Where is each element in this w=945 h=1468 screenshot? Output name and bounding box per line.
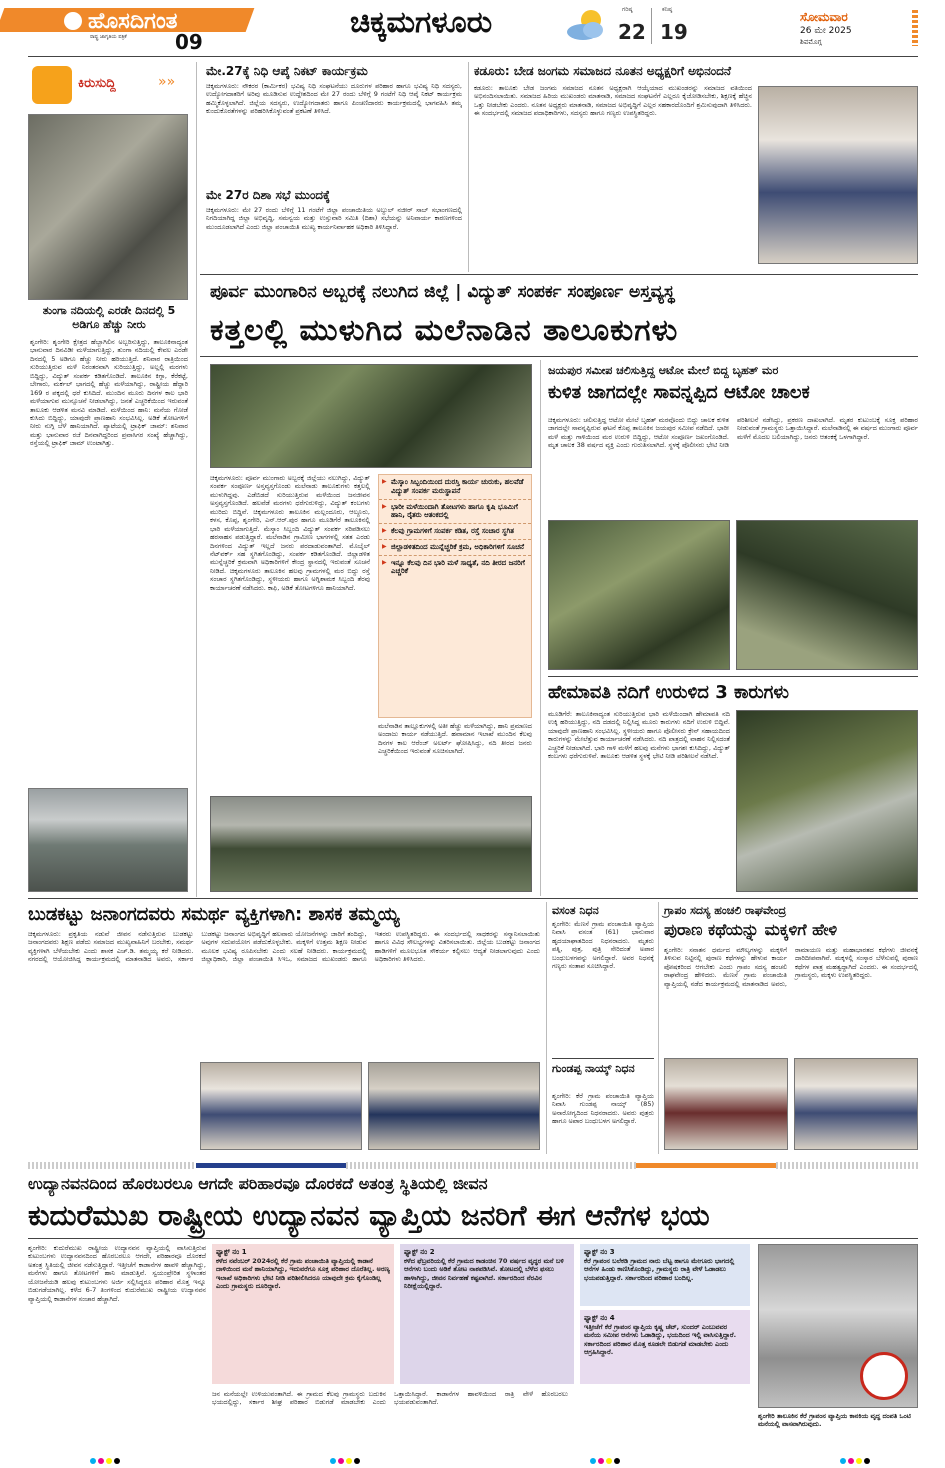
raghavendra-event-photo-2: [794, 1058, 918, 1150]
fact-text: ಕಳೆದ ನವೆಂಬರ್ 2024ರಲ್ಲಿ ಕೆರೆ ಗ್ರಾಮ ಪಂಚಾಯಿತಿ ವ್ಯಾಪ್ತಿಯಲ್ಲಿ ಕಾಡಾನೆ ದಾಳಿಯಿಂದ ಮನೆ ಹಾನಿಯಾಗಿದ್ದು, ಇದುವರೆಗೂ ಸೂಕ್ತ ಪರಿಹಾರ ದೊರೆತಿಲ್ಲ. ಅರಣ್ಯ ಇಲಾಖೆ ಅಧಿಕಾರಿಗಳು ಭೇಟಿ ನೀಡಿ ಪರಿಶೀಲಿಸಿದರೂ ಯಾವುದೇ ಕ್ರಮ ಕೈಗೊಂಡಿಲ್ಲ ಎಂದು ಗ್ರಾಮಸ್ಥರು ದೂರಿದ್ದಾರೆ.: [216, 1256, 390, 1291]
story-headline: ಪುರಾಣ ಕಥೆಯನ್ನು ಮಕ್ಕಳಿಗೆ ಹೇಳಿ: [664, 920, 838, 939]
weather-cloud-sun-icon: [563, 6, 611, 44]
edition-name: ಶಿವಮೊಗ್ಗ: [800, 38, 822, 46]
edition-city: ಚಿಕ್ಕಮಗಳೂರು: [350, 5, 493, 40]
print-registration-marks: [590, 1458, 622, 1467]
obituary-headline: ಗುಂಡಪ್ಪ ನಾಯ್ಕ್ ನಿಧನ: [552, 1062, 635, 1075]
story-kicker: ಗ್ರಾಪಂ ಸದಸ್ಯ ಹಂಚಲಿ ರಾಘವೇಂದ್ರ: [664, 904, 787, 917]
kirusuddi-section: ಕಿರುಸುದ್ದಿ »» ತುಂಗಾ ನದಿಯಲ್ಲಿ ಎರಡೇ ದಿನದಲ್ಲಿ 5 ಅಡಿಗೂ ಹೆಚ್ಚು ನೀರು ಶೃಂಗೇರಿ: ಶೃಂಗೇರಿ ಕ್ಷೇತ್ರದ ಹೆಬ್ಬಾಗಿಲಿನ ಅಬ್ಬರಿಸುತ್ತಿದ್ದು, ತಾಲೂಕಿನಾದ್ಯಂತ ಭಾನುವಾರ ದಿನವಿಡೀ ಮಳೆಯಾಗುತ್ತಿದ್ದು, ತುಂಗಾ ನದಿಯಲ್ಲಿ ಕೇವಲ ಎರಡೇ ದಿನದಲ್ಲಿ 5 ಅಡಿಗೂ ಹೆಚ್ಚು ನೀರು ಹರಿಯುತ್ತಿದೆ. ಶನಿವಾರ ರಾತ್ರಿಯಿಂದ ಸುರಿಯುತ್ತಿರುವ ಮಳೆ ನಿರಂತರವಾಗಿ ಸುರಿಯುತ್ತಿದ್ದು, ಅಲ್ಲಲ್ಲಿ ಮರಗಳು ಬಿದ್ದಿದ್ದು, ವಿದ್ಯುತ್ ಸಂಪರ್ಕ ಕಡಿತಗೊಂಡಿದೆ. ತಾಲೂಕಿನ ಕಿಗ್ಗಾ, ಕೆರೆಕಟ್ಟೆ, ಬೇಗಾರು, ಮರ್ಕಲ್ ಭಾಗದಲ್ಲಿ ಹೆಚ್ಚು ಮಳೆಯಾಗಿದ್ದು, ರಾಷ್ಟ್ರೀಯ ಹೆದ್ದಾರಿ 169 ರ ಪಕ್ಕದಲ್ಲಿ ಧರೆ ಕುಸಿದಿದೆ. ಮುಂದಿನ ಮೂರು ದಿನಗಳ ಕಾಲ ಭಾರಿ ಮಳೆಯಾಗುವ ಮುನ್ಸೂಚನೆ ನೀಡಲಾಗಿದ್ದು, ಜನತೆ ಎಚ್ಚರಿಕೆಯಿಂದ ಇರುವಂತೆ ತಾಲೂಕು ಆಡಳಿತ ಮನವಿ ಮಾಡಿದೆ. ಮಳೆಯಿಂದ ಹಾನಿ: ಮನೆಯ ಗೋಡೆ ಕುಸಿದು ಬಿದ್ದಿದ್ದು, ಯಾವುದೇ ಪ್ರಾಣಹಾನಿ ಸಂಭವಿಸಿಲ್ಲ. ಅಡಿಕೆ ತೋಟಗಳಿಗೆ ನೀರು ನುಗ್ಗಿ ಬೆಳೆ ಹಾನಿಯಾಗಿದೆ. ಪ್ಯಾಟೆಯಲ್ಲಿ ಟ್ರಾಫಿಕ್ ಜಾಮ್: ಶನಿವಾರ ಮತ್ತು ಭಾನುವಾರ ರಜೆ ದಿನವಾಗಿದ್ದರಿಂದ ಪ್ರವಾಸಿಗರ ಸಂಖ್ಯೆ ಹೆಚ್ಚಾಗಿದ್ದು, ರಸ್ತೆಯಲ್ಲಿ ಟ್ರಾಫಿಕ್ ಜಾಮ್ ಉಂಟಾಗಿತ್ತು.: [28, 62, 188, 897]
issue-date: 26 ಮೇ 2025: [800, 26, 852, 36]
print-registration-marks: [840, 1458, 872, 1467]
story-auto: [548, 360, 918, 672]
story-headline: ಕಡೂರು: ಬೇಡ ಜಂಗಮ ಸಮಾಜದ ನೂತನ ಅಧ್ಯಕ್ಷರಿಗೆ ಅಭಿನಂದನೆ: [474, 64, 731, 78]
raghavendra-event-photo-1: [664, 1058, 788, 1150]
story-hemavathi: [548, 680, 918, 894]
obituary-headline: ವಸಂತ ನಿಧನ: [552, 904, 599, 917]
fact-text: ಕಳೆದ ಫೆಬ್ರವರಿಯಲ್ಲಿ ಕೆರೆ ಗ್ರಾಮದ ಕಾಡಂಚಿನ 70 ವರ್ಷದ ವೃದ್ಧರ ಮನೆ ಬಳಿ ಆನೆಗಳು ಬಂದು ಅಡಿಕೆ ತೋಟ ನಾಶಪಡಿಸಿವೆ. ತೋಟದಲ್ಲಿ ಬೆಳೆದ ಫಸಲು ಹಾಳಾಗಿದ್ದು, ಜೀವನ ನಿರ್ವಹಣೆ ಕಷ್ಟವಾಗಿದೆ. ಸರ್ಕಾರದಿಂದ ನೆರವಿನ ನಿರೀಕ್ಷೆಯಲ್ಲಿದ್ದಾರೆ.: [404, 1256, 564, 1291]
fact-label: ಫ್ಯಾಕ್ಟ್ ನಂ 1: [216, 1248, 247, 1256]
story-tribal: [28, 902, 540, 1154]
tribal-event-photo-2: [368, 1062, 540, 1150]
crushed-auto-photo: [548, 520, 730, 670]
temp-min: 19: [660, 20, 688, 44]
fact-label: ಫ್ಯಾಕ್ಟ್ ನಂ 3: [584, 1248, 615, 1256]
felicitation-photo: [758, 86, 918, 264]
fact-label: ಫ್ಯಾಕ್ಟ್ ನಂ 2: [404, 1248, 435, 1256]
divider-blue-bar: [196, 1163, 346, 1168]
obituary-gundappa: [552, 1062, 654, 1154]
story-nidhi: [206, 62, 462, 184]
highlight-item: ▶ ಮೆಸ್ಕಾಂ ಸಿಬ್ಬಂದಿಯಿಂದ ದುರಸ್ತಿ ಕಾರ್ಯ ಚುರುಕು, ಹಲವೆಡೆ ವಿದ್ಯುತ್ ಸಂಪರ್ಕ ಮರುಸ್ಥಾಪನೆ: [379, 475, 531, 500]
masthead-divider: [28, 56, 918, 57]
crushed-auto-closeup-photo: [736, 520, 918, 670]
masthead: [0, 0, 945, 52]
river-photo: [28, 788, 188, 892]
obituary-body: ಶೃಂಗೇರಿ: ಕೆರೆ ಗ್ರಾಮ ಪಂಚಾಯಿತಿ ವ್ಯಾಪ್ತಿಯ ನಿವಾಸಿ ಗುಂಡಪ್ಪ ನಾಯ್ಕ್ (85) ಅನಾರೋಗ್ಯದಿಂದ ನಿಧನರಾದರು. ಅವರು ಪುತ್ರರು ಹಾಗೂ ಅಪಾರ ಬಂಧುಬಳಗ ಅಗಲಿದ್ದಾರೆ.: [552, 1092, 654, 1126]
kirusuddi-headline: ತುಂಗಾ ನದಿಯಲ್ಲಿ ಎರಡೇ ದಿನದಲ್ಲಿ 5 ಅಡಿಗೂ ಹೆಚ್ಚು ನೀರು: [42, 304, 176, 331]
fallen-tree-road-photo: [210, 364, 532, 468]
fact-label: ಫ್ಯಾಕ್ಟ್ ನಂ 4: [584, 1314, 615, 1322]
fact-text: ಕೆರೆ ಗ್ರಾಪಂನ ಬಲೆಕಡಿ ಗ್ರಾಮದ ನಾರು ಬೆಟ್ಟ ಹಾಗೂ ಮೇಗೂರು ಭಾಗದಲ್ಲಿ ಆನೆಗಳ ಹಿಂಡು ಕಾಣಿಸಿಕೊಂಡಿದ್ದು, ಗ್ರಾಮಸ್ಥರು ರಾತ್ರಿ ವೇಳೆ ಓಡಾಡಲು ಭಯಪಡುತ್ತಿದ್ದಾರೆ. ಸರ್ಕಾರದಿಂದ ಪರಿಹಾರ ಬಂದಿಲ್ಲ.: [584, 1256, 735, 1282]
highlight-item: ▶ ಭಾರೀ ಮಳೆಯಿಂದಾಗಿ ತೋಟಗಳು ಹಾಗೂ ಕೃಷಿ ಭೂಮಿಗೆ ಹಾನಿ, ರೈತರು ಆತಂಕದಲ್ಲಿ: [379, 500, 531, 525]
story-raghavendra: [664, 902, 918, 1154]
highlight-item: ▶ ಕೆಲವು ಗ್ರಾಮಗಳಿಗೆ ಸಂಪರ್ಕ ಕಡಿತ, ರಸ್ತೆ ಸಂಚಾರ ಸ್ಥಗಿತ: [379, 524, 531, 540]
temp-max: 22: [618, 20, 646, 44]
flooded-road-photo: [210, 796, 532, 892]
decorative-strip: [912, 10, 918, 46]
story-headline: ಹೇಮಾವತಿ ನದಿಗೆ ಉರುಳಿದ 3 ಕಾರುಗಳು: [548, 682, 789, 703]
divider-stripe: [346, 1162, 636, 1169]
fact-box-3: [580, 1244, 750, 1306]
tribal-event-photo-1: [200, 1062, 362, 1150]
page-number: 09: [175, 30, 203, 54]
fact-box-2: [400, 1244, 574, 1384]
fact-text: ಇತ್ತೀಚೆಗೆ ಕೆರೆ ಗ್ರಾಪಂನ ವ್ಯಾಪ್ತಿಯ ಕೃಷ್ಣ ಚೆಟ್, ಸುಂದರ್ ಎಂಬುವವರ ಮನೆಯ ಸಮೀಪ ಆನೆಗಳು ಓಡಾಡಿದ್ದು, ಭಯದಿಂದ ಇಲ್ಲಿ ವಾಸಿಸುತ್ತಿದ್ದಾರೆ. ಸರ್ಕಾರದಿಂದ ಪರಿಹಾರ ಮೊತ್ತ ಕೂಡಲೇ ಬಿಡುಗಡೆ ಮಾಡಬೇಕು ಎಂದು ಆಗ್ರಹಿಸಿದ್ದಾರೆ.: [584, 1322, 737, 1357]
obituary-body: ಶೃಂಗೇರಿ: ಮೆಣಸೆ ಗ್ರಾಮ ಪಂಚಾಯಿತಿ ವ್ಯಾಪ್ತಿಯ ನಿವಾಸಿ ವಸಂತ (61) ಭಾನುವಾರ ಹೃದಯಾಘಾತದಿಂದ ನಿಧನರಾದರು. ಮೃತರು ಪತ್ನಿ, ಪುತ್ರ, ಪುತ್ರಿ ಸೇರಿದಂತೆ ಅಪಾರ ಬಂಧುಬಳಗವನ್ನು ಅಗಲಿದ್ದಾರೆ. ಅವರ ನಿಧನಕ್ಕೆ ಗಣ್ಯರು ಸಂತಾಪ ಸೂಚಿಸಿದ್ದಾರೆ.: [552, 920, 654, 971]
kudremukh-body: ಶೃಂಗೇರಿ: ಕುದುರೆಮುಖ ರಾಷ್ಟ್ರೀಯ ಉದ್ಯಾನವನ ವ್ಯಾಪ್ತಿಯಲ್ಲಿ ವಾಸಿಸುತ್ತಿರುವ ಕುಟುಂಬಗಳು ಉದ್ಯಾನವನದಿಂದ ಹೊರಬರಲೂ ಆಗದೇ, ಪರಿಹಾರವೂ ದೊರಕದೆ ಅತಂತ್ರ ಸ್ಥಿತಿಯಲ್ಲಿ ಜೀವನ ನಡೆಸುತ್ತಿದ್ದಾರೆ. ಇತ್ತೀಚೆಗೆ ಕಾಡಾನೆಗಳ ಹಾವಳಿ ಹೆಚ್ಚಾಗಿದ್ದು, ಮನೆಗಳು ಹಾಗೂ ತೋಟಗಳಿಗೆ ಹಾನಿ ಮಾಡುತ್ತಿವೆ. ಸ್ವಯಂಪ್ರೇರಿತ ಸ್ಥಳಾಂತರ ಯೋಜನೆಯಡಿ ಹಲವು ಕುಟುಂಬಗಳು ಅರ್ಜಿ ಸಲ್ಲಿಸಿದ್ದರೂ ಪರಿಹಾರ ಮೊತ್ತ ಇನ್ನೂ ಬಿಡುಗಡೆಯಾಗಿಲ್ಲ. ಕಳೆದ 6-7 ತಿಂಗಳಿಂದ ಕುದುರೆಮುಖ ರಾಷ್ಟ್ರೀಯ ಉದ್ಯಾನವನ ವ್ಯಾಪ್ತಿಯಲ್ಲಿ ಕಾಡಾನೆಗಳ ಸಂಚಾರ ಹೆಚ್ಚಾಗಿದೆ.: [28, 1244, 206, 1303]
story-body: ಚಿಕ್ಕಮಗಳೂರು: ನೌಕರರ (ಕಾರ್ಮಿಕರ) ಭವಿಷ್ಯ ನಿಧಿ ಸಂಘಟನೆಯು ದೂರುಗಳ ಪರಿಹಾರ ಹಾಗೂ ಭವಿಷ್ಯ ನಿಧಿ ಸದಸ್ಯರು, ಉದ್ಯೋಗದಾತರಿಗೆ ಅರಿವು ಮೂಡಿಸುವ ಉದ್ದೇಶದಿಂದ ಮೇ 27 ರಂದು ಬೆಳಿಗ್ಗೆ 9 ಗಂಟೆಗೆ ನಿಧಿ ಆಪ್ಕೆ ನಿಕಟ್ ಕಾರ್ಯಕ್ರಮ ಹಮ್ಮಿಕೊಳ್ಳಲಾಗಿದೆ. ಜಿಲ್ಲೆಯ ಸದಸ್ಯರು, ಉದ್ಯೋಗದಾತರು ಹಾಗೂ ಪಿಂಚಣಿದಾರರು ಕಾರ್ಯಕ್ರಮದಲ್ಲಿ ಭಾಗವಹಿಸಿ ತಮ್ಮ ಕುಂದುಕೊರತೆಗಳನ್ನು ಪರಿಹರಿಸಿಕೊಳ್ಳುವಂತೆ ಪ್ರಕಟಣೆ ತಿಳಿಸಿದೆ.: [206, 82, 462, 116]
kudremukh-headline: ಕುದುರೆಮುಖ ರಾಷ್ಟ್ರೀಯ ಉದ್ಯಾನವನ ವ್ಯಾಪ್ತಿಯ ಜನರಿಗೆ ಈಗ ಆನೆಗಳ ಭಯ: [28, 1199, 710, 1232]
story-body: ಮೂಡಿಗೆರೆ: ತಾಲೂಕಿನಾದ್ಯಂತ ಸುರಿಯುತ್ತಿರುವ ಭಾರಿ ಮಳೆಯಿಂದಾಗಿ ಹೇಮಾವತಿ ನದಿ ಉಕ್ಕಿ ಹರಿಯುತ್ತಿದ್ದು, ನದಿ ದಡದಲ್ಲಿ ನಿಲ್ಲಿಸಿದ್ದ ಮೂರು ಕಾರುಗಳು ನದಿಗೆ ಉರುಳಿ ಬಿದ್ದಿವೆ. ಯಾವುದೇ ಪ್ರಾಣಹಾನಿ ಸಂಭವಿಸಿಲ್ಲ. ಸ್ಥಳೀಯರು ಹಾಗೂ ಪೊಲೀಸರು ಕ್ರೇನ್ ಸಹಾಯದಿಂದ ಕಾರುಗಳನ್ನು ಮೇಲೆತ್ತುವ ಕಾರ್ಯಾಚರಣೆ ನಡೆಸಿದರು. ನದಿ ಪಾತ್ರದಲ್ಲಿ ವಾಹನ ನಿಲ್ಲಿಸದಂತೆ ಎಚ್ಚರಿಕೆ ನೀಡಲಾಗಿದೆ. ಭಾರಿ ಗಾಳಿ ಮಳೆಗೆ ಹಲವು ಮನೆಗಳು ಭಾಗಶಃ ಕುಸಿದಿದ್ದು, ವಿದ್ಯುತ್ ಕಂಬಗಳು ಧರೆಗುರುಳಿವೆ. ತಾಲೂಕು ಆಡಳಿತ ಸ್ಥಳಕ್ಕೆ ಭೇಟಿ ನೀಡಿ ಪರಿಶೀಲನೆ ನಡೆಸಿದೆ.: [548, 710, 730, 761]
hosadiganta-seal-icon: [860, 1352, 908, 1400]
story-kicker: ಜಯಪುರ ಸಮೀಪ ಚಲಿಸುತ್ತಿದ್ದ ಆಟೋ ಮೇಲೆ ಬಿದ್ದ ಬೃಹತ್ ಮರ: [548, 364, 779, 377]
kirusuddi-body: ಶೃಂಗೇರಿ: ಶೃಂಗೇರಿ ಕ್ಷೇತ್ರದ ಹೆಬ್ಬಾಗಿಲಿನ ಅಬ್ಬರಿಸುತ್ತಿದ್ದು, ತಾಲೂಕಿನಾದ್ಯಂತ ಭಾನುವಾರ ದಿನವಿಡೀ ಮಳೆಯಾಗುತ್ತಿದ್ದು, ತುಂಗಾ ನದಿಯಲ್ಲಿ ಕೇವಲ ಎರಡೇ ದಿನದಲ್ಲಿ 5 ಅಡಿಗೂ ಹೆಚ್ಚು ನೀರು ಹರಿಯುತ್ತಿದೆ. ಶನಿವಾರ ರಾತ್ರಿಯಿಂದ ಸುರಿಯುತ್ತಿರುವ ಮಳೆ ನಿರಂತರವಾಗಿ ಸುರಿಯುತ್ತಿದ್ದು, ಅಲ್ಲಲ್ಲಿ ಮರಗಳು ಬಿದ್ದಿದ್ದು, ವಿದ್ಯುತ್ ಸಂಪರ್ಕ ಕಡಿತಗೊಂಡಿದೆ. ತಾಲೂಕಿನ ಕಿಗ್ಗಾ, ಕೆರೆಕಟ್ಟೆ, ಬೇಗಾರು, ಮರ್ಕಲ್ ಭಾಗದಲ್ಲಿ ಹೆಚ್ಚು ಮಳೆಯಾಗಿದ್ದು, ರಾಷ್ಟ್ರೀಯ ಹೆದ್ದಾರಿ 169 ರ ಪಕ್ಕದಲ್ಲಿ ಧರೆ ಕುಸಿದಿದೆ. ಮುಂದಿನ ಮೂರು ದಿನಗಳ ಕಾಲ ಭಾರಿ ಮಳೆಯಾಗುವ ಮುನ್ಸೂಚನೆ ನೀಡಲಾಗಿದ್ದು, ಜನತೆ ಎಚ್ಚರಿಕೆಯಿಂದ ಇರುವಂತೆ ತಾಲೂಕು ಆಡಳಿತ ಮನವಿ ಮಾಡಿದೆ. ಮಳೆಯಿಂದ ಹಾನಿ: ಮನೆಯ ಗೋಡೆ ಕುಸಿದು ಬಿದ್ದಿದ್ದು, ಯಾವುದೇ ಪ್ರಾಣಹಾನಿ ಸಂಭವಿಸಿಲ್ಲ. ಅಡಿಕೆ ತೋಟಗಳಿಗೆ ನೀರು ನುಗ್ಗಿ ಬೆಳೆ ಹಾನಿಯಾಗಿದೆ. ಪ್ಯಾಟೆಯಲ್ಲಿ ಟ್ರಾಫಿಕ್ ಜಾಮ್: ಶನಿವಾರ ಮತ್ತು ಭಾನುವಾರ ರಜೆ ದಿನವಾಗಿದ್ದರಿಂದ ಪ್ರವಾಸಿಗರ ಸಂಖ್ಯೆ ಹೆಚ್ಚಾಗಿದ್ದು, ರಸ್ತೆಯಲ್ಲಿ ಟ್ರಾಫಿಕ್ ಜಾಮ್ ಉಂಟಾಗಿತ್ತು.: [30, 338, 188, 448]
highlight-item: ▶ ಜಿಲ್ಲಾಡಳಿತದಿಂದ ಮುನ್ನೆಚ್ಚರಿಕೆ ಕ್ರಮ, ಅಧಿಕಾರಿಗಳಿಗೆ ಸೂಚನೆ: [379, 540, 531, 556]
divider-stripe: [28, 1162, 196, 1169]
photo-caption: ಶೃಂಗೇರಿ ತಾಲೂಕಿನ ಕೆರೆ ಗ್ರಾಪಂನ ವ್ಯಾಪ್ತಿಯ ಕಾನಕಿಯ ವೃದ್ಧ ದಂಪತಿ ಒಂಟಿ ಮನೆಯಲ್ಲಿ ವಾಸವಾಗಿರುವುದು.: [758, 1412, 911, 1429]
lead-highlights: [378, 474, 532, 718]
obituary-vasanth: [552, 902, 654, 1052]
story-body: ಚಿಕ್ಕಮಗಳೂರು: ಪ್ರಕೃತಿಯ ನಡುವೆ ಜೀವನ ನಡೆಸುತ್ತಿರುವ ಬುಡಕಟ್ಟು ಜನಾಂಗದವರು ಶಿಕ್ಷಣ ಪಡೆದು ಸಮಾಜದ ಮುಖ್ಯವಾಹಿನಿಗೆ ಬರಬೇಕು, ಸಮರ್ಥ ವ್ಯಕ್ತಿಗಳಾಗಿ ಬೆಳೆಯಬೇಕು ಎಂದು ಶಾಸಕ ಎಚ್.ಡಿ. ತಮ್ಮಯ್ಯ ಕರೆ ನೀಡಿದರು. ನಗರದಲ್ಲಿ ಆಯೋಜಿಸಿದ್ದ ಕಾರ್ಯಕ್ರಮದಲ್ಲಿ ಮಾತನಾಡಿದ ಅವರು, ಸರ್ಕಾರ ಬುಡಕಟ್ಟು ಜನಾಂಗದ ಅಭಿವೃದ್ಧಿಗೆ ಹಲವಾರು ಯೋಜನೆಗಳನ್ನು ಜಾರಿಗೆ ತಂದಿದ್ದು, ಅವುಗಳ ಸದುಪಯೋಗ ಪಡೆದುಕೊಳ್ಳಬೇಕು. ಮಕ್ಕಳಿಗೆ ಉತ್ತಮ ಶಿಕ್ಷಣ ನೀಡುವ ಮೂಲಕ ಭವಿಷ್ಯ ರೂಪಿಸಬೇಕು ಎಂದು ಸಲಹೆ ನೀಡಿದರು. ಕಾರ್ಯಕ್ರಮದಲ್ಲಿ ಜಿಲ್ಲಾಧಿಕಾರಿ, ಜಿಲ್ಲಾ ಪಂಚಾಯಿತಿ ಸಿಇಒ, ಸಮಾಜದ ಮುಖಂಡರು ಹಾಗೂ ಇತರರು ಉಪಸ್ಥಿತರಿದ್ದರು. ಈ ಸಂದರ್ಭದಲ್ಲಿ ಸಾಧಕರನ್ನು ಸನ್ಮಾನಿಸಲಾಯಿತು ಹಾಗೂ ವಿವಿಧ ಸೌಲಭ್ಯಗಳನ್ನು ವಿತರಿಸಲಾಯಿತು. ಜಿಲ್ಲೆಯ ಬುಡಕಟ್ಟು ಜನಾಂಗದ ಹಾಡಿಗಳಿಗೆ ಮೂಲಭೂತ ಸೌಕರ್ಯ ಕಲ್ಪಿಸಲು ಆದ್ಯತೆ ನೀಡಲಾಗುವುದು ಎಂದು ಅಧಿಕಾರಿಗಳು ತಿಳಿಸಿದರು.: [28, 930, 540, 964]
print-registration-marks: [330, 1458, 362, 1467]
lead-body: ಚಿಕ್ಕಮಗಳೂರು: ಪೂರ್ವ ಮುಂಗಾರು ಅಬ್ಬರಕ್ಕೆ ಜಿಲ್ಲೆಯು ನಲುಗಿದ್ದು, ವಿದ್ಯುತ್ ಸಂಪರ್ಕ ಸಂಪೂರ್ಣ ಅಸ್ತವ್ಯಸ್ತಗೊಂಡು ಮಲೆನಾಡು ತಾಲೂಕುಗಳು ಕತ್ತಲಲ್ಲಿ ಮುಳುಗಿದ್ದವು. ಎಡೆಬಿಡದೆ ಸುರಿಯುತ್ತಿರುವ ಮಳೆಯಿಂದ ಜನಜೀವನ ಅಸ್ತವ್ಯಸ್ತಗೊಂಡಿದೆ. ಹಲವೆಡೆ ಮರಗಳು ಧರೆಗುರುಳಿದ್ದು, ವಿದ್ಯುತ್ ಕಂಬಗಳು ಮುರಿದು ಬಿದ್ದಿವೆ. ಚಿಕ್ಕಮಗಳೂರು ತಾಲೂಕಿನ ಮಲ್ಲಂದೂರು, ಆಲ್ದೂರು, ಕಳಸ, ಕೊಪ್ಪ, ಶೃಂಗೇರಿ, ಎನ್.ಆರ್.ಪುರ ಹಾಗೂ ಮೂಡಿಗೆರೆ ತಾಲೂಕಿನಲ್ಲಿ ಭಾರಿ ಮಳೆಯಾಗುತ್ತಿದೆ. ಮೆಸ್ಕಾಂ ಸಿಬ್ಬಂದಿ ವಿದ್ಯುತ್ ಸಂಪರ್ಕ ಸರಿಪಡಿಸಲು ಹರಸಾಹಸ ಪಡುತ್ತಿದ್ದಾರೆ. ಮಲೆನಾಡಿನ ಗ್ರಾಮೀಣ ಭಾಗಗಳಲ್ಲಿ ಸತತ ಎರಡು ದಿನಗಳಿಂದ ವಿದ್ಯುತ್ ಇಲ್ಲದೆ ಜನರು ಪರದಾಡುವಂತಾಗಿದೆ. ಮೊಬೈಲ್ ನೆಟ್‌ವರ್ಕ್ ಸಹ ಸ್ಥಗಿತಗೊಂಡಿದ್ದು, ಸಂಪರ್ಕ ಕಡಿತಗೊಂಡಿದೆ. ಜಿಲ್ಲಾಡಳಿತ ಮುನ್ನೆಚ್ಚರಿಕೆ ಕ್ರಮವಾಗಿ ಅಧಿಕಾರಿಗಳಿಗೆ ಕೇಂದ್ರ ಸ್ಥಾನದಲ್ಲಿ ಇರುವಂತೆ ಸೂಚನೆ ನೀಡಿದೆ. ಚಿಕ್ಕಮಗಳೂರು ತಾಲೂಕಿನ ಹಲವು ಗ್ರಾಮಗಳಲ್ಲಿ ಮರ ಬಿದ್ದು ರಸ್ತೆ ಸಂಚಾರ ಸ್ಥಗಿತಗೊಂಡಿದ್ದು, ಸ್ಥಳೀಯರು ಹಾಗೂ ಅಗ್ನಿಶಾಮಕ ಸಿಬ್ಬಂದಿ ತೆರವು ಕಾರ್ಯಾಚರಣೆ ನಡೆಸಿದರು. ಕಾಫಿ, ಅಡಿಕೆ ತೋಟಗಳಿಗೂ ಹಾನಿಯಾಗಿದೆ.: [210, 474, 370, 592]
brand-logo-icon: [64, 12, 82, 30]
story-body: ಚಿಕ್ಕಮಗಳೂರು: ಮೇ 27 ರಂದು ಬೆಳಿಗ್ಗೆ 11 ಗಂಟೆಗೆ ಜಿಲ್ಲಾ ಪಂಚಾಯಿತಿಯ ಅಬ್ದುಲ್ ನಜೀರ್ ಸಾಬ್ ಸಭಾಂಗಣದಲ್ಲಿ ನಿಗದಿಯಾಗಿದ್ದ ಜಿಲ್ಲಾ ಅಭಿವೃದ್ಧಿ, ಸಮನ್ವಯ ಮತ್ತು ಉಸ್ತುವಾರಿ ಸಮಿತಿ (ದಿಶಾ) ಸಭೆಯನ್ನು ಅನಿವಾರ್ಯ ಕಾರಣಗಳಿಂದ ಮುಂದೂಡಲಾಗಿದೆ ಎಂದು ಜಿಲ್ಲಾ ಪಂಚಾಯಿತಿ ಮುಖ್ಯ ಕಾರ್ಯನಿರ್ವಾಹಕ ಅಧಿಕಾರಿ ತಿಳಿಸಿದ್ದಾರೆ.: [206, 206, 462, 231]
story-headline: ಮೇ 27ರ ದಿಶಾ ಸಭೆ ಮುಂದಕ್ಕೆ: [206, 188, 331, 202]
kudremukh-kicker: ಉದ್ಯಾನವನದಿಂದ ಹೊರಬರಲೂ ಆಗದೇ ಪರಿಹಾರವೂ ದೊರಕದೆ ಅತಂತ್ರ ಸ್ಥಿತಿಯಲ್ಲಿ ಜೀವನ: [28, 1174, 488, 1193]
lead-headline: ಕತ್ತಲಲ್ಲಿ ಮುಳುಗಿದ ಮಲೆನಾಡಿನ ತಾಲೂಕುಗಳು: [210, 313, 679, 348]
lead-kicker: ಪೂರ್ವ ಮುಂಗಾರಿನ ಅಬ್ಬರಕ್ಕೆ ನಲುಗಿದ ಜಿಲ್ಲೆ | ವಿದ್ಯುತ್ ಸಂಪರ್ಕ ಸಂಪೂರ್ಣ ಅಸ್ತವ್ಯಸ್ಥ: [210, 282, 675, 302]
story-headline: ಕುಳಿತ ಜಾಗದಲ್ಲೇ ಸಾವನ್ನಪ್ಪಿದ ಆಟೋ ಚಾಲಕ: [548, 382, 810, 403]
story-body: ಕಡೂರು: ತಾಲೂಕು ಬೇಡ ಜಂಗಮ ಸಮಾಜದ ನೂತನ ಅಧ್ಯಕ್ಷರಾಗಿ ಆಯ್ಕೆಯಾದ ಮುಖಂಡರನ್ನು ಸಮಾಜದ ವತಿಯಿಂದ ಅಭಿನಂದಿಸಲಾಯಿತು. ಸಮಾಜದ ಹಿರಿಯ ಮುಖಂಡರು ಮಾತನಾಡಿ, ಸಮಾಜದ ಸಂಘಟನೆಗೆ ಎಲ್ಲರೂ ಕೈಜೋಡಿಸಬೇಕು, ಶಿಕ್ಷಣಕ್ಕೆ ಹೆಚ್ಚಿನ ಒತ್ತು ನೀಡಬೇಕು ಎಂದರು. ನೂತನ ಅಧ್ಯಕ್ಷರು ಮಾತನಾಡಿ, ಸಮಾಜದ ಅಭಿವೃದ್ಧಿಗೆ ಎಲ್ಲರ ಸಹಕಾರದೊಂದಿಗೆ ಶ್ರಮಿಸುವುದಾಗಿ ತಿಳಿಸಿದರು. ಈ ಸಂದರ್ಭದಲ್ಲಿ ಸಮಾಜದ ಪದಾಧಿಕಾರಿಗಳು, ಸದಸ್ಯರು ಹಾಗೂ ಗಣ್ಯರು ಉಪಸ್ಥಿತರಿದ್ದರು.: [474, 84, 752, 118]
divider-orange-bar: [636, 1163, 776, 1168]
fact-box-1: [212, 1244, 394, 1384]
story-body: ಚಿಕ್ಕಮಗಳೂರು: ಚಲಿಸುತ್ತಿದ್ದ ಆಟೋ ಮೇಲೆ ಬೃಹತ್ ಮರವೊಂದು ಬಿದ್ದು ಚಾಲಕ ಕುಳಿತ ಜಾಗದಲ್ಲೇ ಸಾವನ್ನಪ್ಪಿರುವ ಘಟನೆ ಕೊಪ್ಪ ತಾಲೂಕಿನ ಜಯಪುರ ಸಮೀಪ ನಡೆದಿದೆ. ಭಾರೀ ಮಳೆ ಮತ್ತು ಗಾಳಿಯಿಂದ ಮರ ಉರುಳಿ ಬಿದ್ದಿದ್ದು, ಆಟೋ ಸಂಪೂರ್ಣ ಜಖಂಗೊಂಡಿದೆ. ಮೃತ ಚಾಲಕ 38 ವರ್ಷದ ವ್ಯಕ್ತಿ ಎಂದು ಗುರುತಿಸಲಾಗಿದೆ. ಸ್ಥಳಕ್ಕೆ ಪೊಲೀಸರು ಭೇಟಿ ನೀಡಿ ಪರಿಶೀಲನೆ ನಡೆಸಿದ್ದು, ಪ್ರಕರಣ ದಾಖಲಾಗಿದೆ. ಮೃತರ ಕುಟುಂಬಕ್ಕೆ ಸೂಕ್ತ ಪರಿಹಾರ ನೀಡುವಂತೆ ಗ್ರಾಮಸ್ಥರು ಒತ್ತಾಯಿಸಿದ್ದಾರೆ. ಮಲೆನಾಡಿನಲ್ಲಿ ಈ ವರ್ಷದ ಮುಂಗಾರು ಪೂರ್ವ ಮಳೆಗೆ ಮೊದಲ ಬಲಿಯಾಗಿದ್ದು, ಜನರು ಆತಂಕಕ್ಕೆ ಒಳಗಾಗಿದ್ದಾರೆ.: [548, 416, 918, 450]
day-name: ಸೋಮವಾರ: [800, 10, 848, 24]
kudremukh-body-continued: ಜನ ಮನೆಯಲ್ಲೇ ಉಳಿಯುವಂತಾಗಿದೆ. ಈ ಗ್ರಾಮದ ಕೆಲವು ಗ್ರಾಮಸ್ಥರು ಬದುಕಿನ ಭಯದಲ್ಲಿದ್ದು, ಸರ್ಕಾರ ಶೀಘ್ರ ಪರಿಹಾರ ಬಿಡುಗಡೆ ಮಾಡಬೇಕು ಎಂದು ಒತ್ತಾಯಿಸಿದ್ದಾರೆ. ಕಾಡಾನೆಗಳ ಹಾವಳಿಯಿಂದ ರಾತ್ರಿ ವೇಳೆ ಹೊರಬರಲು ಭಯಪಡುವಂತಾಗಿದೆ.: [212, 1390, 568, 1407]
hand-pointer-icon: [32, 66, 72, 104]
collapsed-roof-photo: [28, 114, 188, 300]
divider-stripe: [776, 1162, 918, 1169]
car-in-river-photo: [736, 710, 918, 892]
highlight-item: ▶ ಇನ್ನೂ ಕೆಲವು ದಿನ ಭಾರಿ ಮಳೆ ಸಾಧ್ಯತೆ, ನದಿ ತೀರದ ಜನರಿಗೆ ಎಚ್ಚರಿಕೆ: [379, 556, 531, 580]
story-body: ಶೃಂಗೇರಿ: ಸನಾತನ ಧರ್ಮದ ಮೌಲ್ಯಗಳನ್ನು ಮಕ್ಕಳಿಗೆ ತಿಳಿಸುವ ನಿಟ್ಟಿನಲ್ಲಿ ಪುರಾಣ ಕಥೆಗಳನ್ನು ಹೇಳುವ ಕಾರ್ಯ ಪೋಷಕರಿಂದ ಆಗಬೇಕು ಎಂದು ಗ್ರಾಪಂ ಸದಸ್ಯ ಹಂಚಲಿ ರಾಘವೇಂದ್ರ ಹೇಳಿದರು. ಮೆಣಸೆ ಗ್ರಾಮ ಪಂಚಾಯಿತಿ ವ್ಯಾಪ್ತಿಯಲ್ಲಿ ನಡೆದ ಕಾರ್ಯಕ್ರಮದಲ್ಲಿ ಮಾತನಾಡಿದ ಅವರು, ರಾಮಾಯಣ ಮತ್ತು ಮಹಾಭಾರತದ ಕಥೆಗಳು ಜೀವನಕ್ಕೆ ದಾರಿದೀಪವಾಗಿವೆ. ಮಕ್ಕಳಲ್ಲಿ ಸಂಸ್ಕಾರ ಬೆಳೆಸುವಲ್ಲಿ ಪುರಾಣ ಕಥೆಗಳ ಪಾತ್ರ ಮಹತ್ವದ್ದಾಗಿದೆ ಎಂದರು. ಈ ಸಂದರ್ಭದಲ್ಲಿ ಗ್ರಾಮಸ್ಥರು, ಮಕ್ಕಳು ಉಪಸ್ಥಿತರಿದ್ದರು.: [664, 946, 918, 988]
print-registration-marks: [90, 1458, 122, 1467]
story-headline: ಬುಡಕಟ್ಟು ಜನಾಂಗದವರು ಸಮರ್ಥ ವ್ಯಕ್ತಿಗಳಾಗಿ: ಶಾಸಕ ತಮ್ಮಯ್ಯ: [28, 904, 400, 925]
story-disha: [206, 188, 462, 268]
lead-body-continued: ಮಲೆನಾಡಿನ ತಾಲ್ಲೂಕುಗಳಲ್ಲಿ ಅತೀ ಹೆಚ್ಚು ಮಳೆಯಾಗಿದ್ದು, ಹಾನಿ ಪ್ರಮಾಣದ ಅಂದಾಜು ಕಾರ್ಯ ನಡೆಯುತ್ತಿದೆ. ಹವಾಮಾನ ಇಲಾಖೆ ಮುಂದಿನ ಕೆಲವು ದಿನಗಳ ಕಾಲ ಆರೆಂಜ್ ಅಲರ್ಟ್ ಘೋಷಿಸಿದ್ದು, ನದಿ ತೀರದ ಜನರು ಎಚ್ಚರಿಕೆಯಿಂದ ಇರುವಂತೆ ಸೂಚಿಸಲಾಗಿದೆ.: [378, 722, 532, 756]
kirusuddi-label: ಕಿರುಸುದ್ದಿ: [78, 76, 116, 91]
brand-tagline: ರಾಷ್ಟ್ರ ಜಾಗೃತಿಯ ಪತ್ರಿಕೆ: [90, 34, 127, 40]
brand-name: ಹೊಸದಿಗಂತ: [88, 9, 178, 34]
temp-max-label: ಗರಿಷ್ಠ: [622, 6, 633, 13]
story-headline: ಮೇ.27ಕ್ಕೆ ನಿಧಿ ಆಪ್ಕೆ ನಿಕಟ್ ಕಾರ್ಯಕ್ರಮ: [206, 64, 368, 78]
temp-min-label: ಕನಿಷ್ಠ: [662, 6, 673, 13]
fact-box-4: [580, 1310, 750, 1384]
story-kadur: [474, 62, 918, 272]
